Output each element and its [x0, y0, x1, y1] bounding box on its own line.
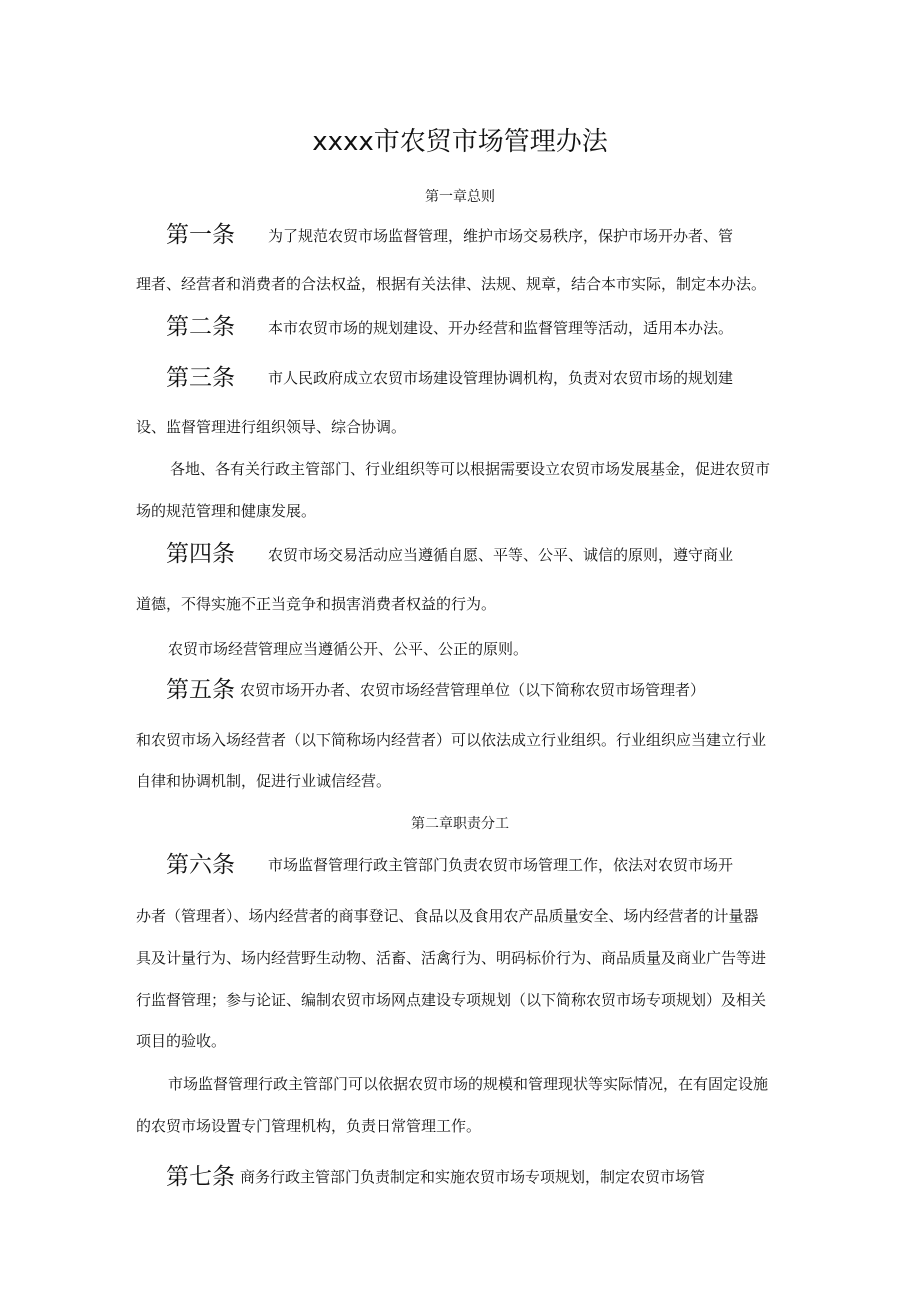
- document-title: xxxx市农贸市场管理办法: [312, 127, 608, 157]
- article-3-line-1: 市人民政府成立农贸市场建设管理协调机构，负责对农贸市场的规划建: [268, 369, 734, 387]
- article-6-para-2-line-2: 的农贸市场设置专门管理机构，负责日常管理工作。: [136, 1117, 482, 1135]
- article-3-label: 第三条: [166, 365, 235, 391]
- article-2-line-1: 本市农贸市场的规划建设、开办经营和监督管理等活动，适用本办法。: [268, 319, 734, 337]
- article-6-line-3: 具及计量行为、场内经营野生动物、活畜、活禽行为、明码标价行为、商品质量及商业广告等进: [136, 949, 767, 967]
- article-3-para-2-line-1: 各地、各有关行政主管部门、行业组织等可以根据需要设立农贸市场发展基金，促进农贸市: [170, 460, 771, 478]
- article-6-para-2-line-1: 市场监督管理行政主管部门可以依据农贸市场的规模和管理现状等实际情况，在有固定设施: [168, 1075, 769, 1093]
- article-5-label: 第五条: [166, 677, 235, 703]
- article-6-line-5: 项目的验收。: [136, 1032, 227, 1050]
- article-7-label: 第七条: [166, 1164, 235, 1190]
- article-3-line-2: 设、监督管理进行组织领导、综合协调。: [136, 418, 407, 436]
- article-6-line-2: 办者（管理者）、场内经营者的商事登记、食品以及食用农产品质量安全、场内经营者的计量器: [136, 907, 759, 925]
- article-4-label: 第四条: [166, 541, 235, 567]
- article-7-line-1: 商务行政主管部门负责制定和实施农贸市场专项规划，制定农贸市场管: [240, 1168, 706, 1186]
- article-6-line-1: 市场监督管理行政主管部门负责农贸市场管理工作，依法对农贸市场开: [268, 856, 734, 874]
- article-6-line-4: 行监督管理；参与论证、编制农贸市场网点建设专项规划（以下简称农贸市场专项规划）及相关: [136, 991, 767, 1009]
- article-6-label: 第六条: [166, 852, 235, 878]
- article-1-line-1: 为了规范农贸市场监督管理，维护市场交易秩序，保护市场开办者、管: [268, 227, 734, 245]
- article-1-line-2: 理者、经营者和消费者的合法权益，根据有关法律、法规、规章，结合本市实际，制定本办法。: [136, 275, 767, 293]
- article-4-line-2: 道德，不得实施不正当竞争和损害消费者权益的行为。: [136, 595, 497, 613]
- chapter-heading-2: 第二章职责分工: [411, 816, 509, 832]
- article-3-para-2-line-2: 场的规范管理和健康发展。: [136, 502, 317, 520]
- article-4-line-1: 农贸市场交易活动应当遵循自愿、平等、公平、诚信的原则，遵守商业: [268, 546, 734, 564]
- article-4-para-2: 农贸市场经营管理应当遵循公开、公平、公正的原则。: [168, 640, 529, 658]
- article-2-label: 第二条: [166, 314, 235, 340]
- chapter-heading-1: 第一章总则: [425, 189, 495, 205]
- article-5-line-3: 自律和协调机制，促进行业诚信经营。: [136, 772, 392, 790]
- article-5-line-1: 农贸市场开办者、农贸市场经营管理单位（以下简称农贸市场管理者）: [240, 681, 706, 699]
- article-1-label: 第一条: [166, 222, 235, 248]
- article-5-line-2: 和农贸市场入场经营者（以下简称场内经营者）可以依法成立行业组织。行业组织应当建立行业: [136, 731, 767, 749]
